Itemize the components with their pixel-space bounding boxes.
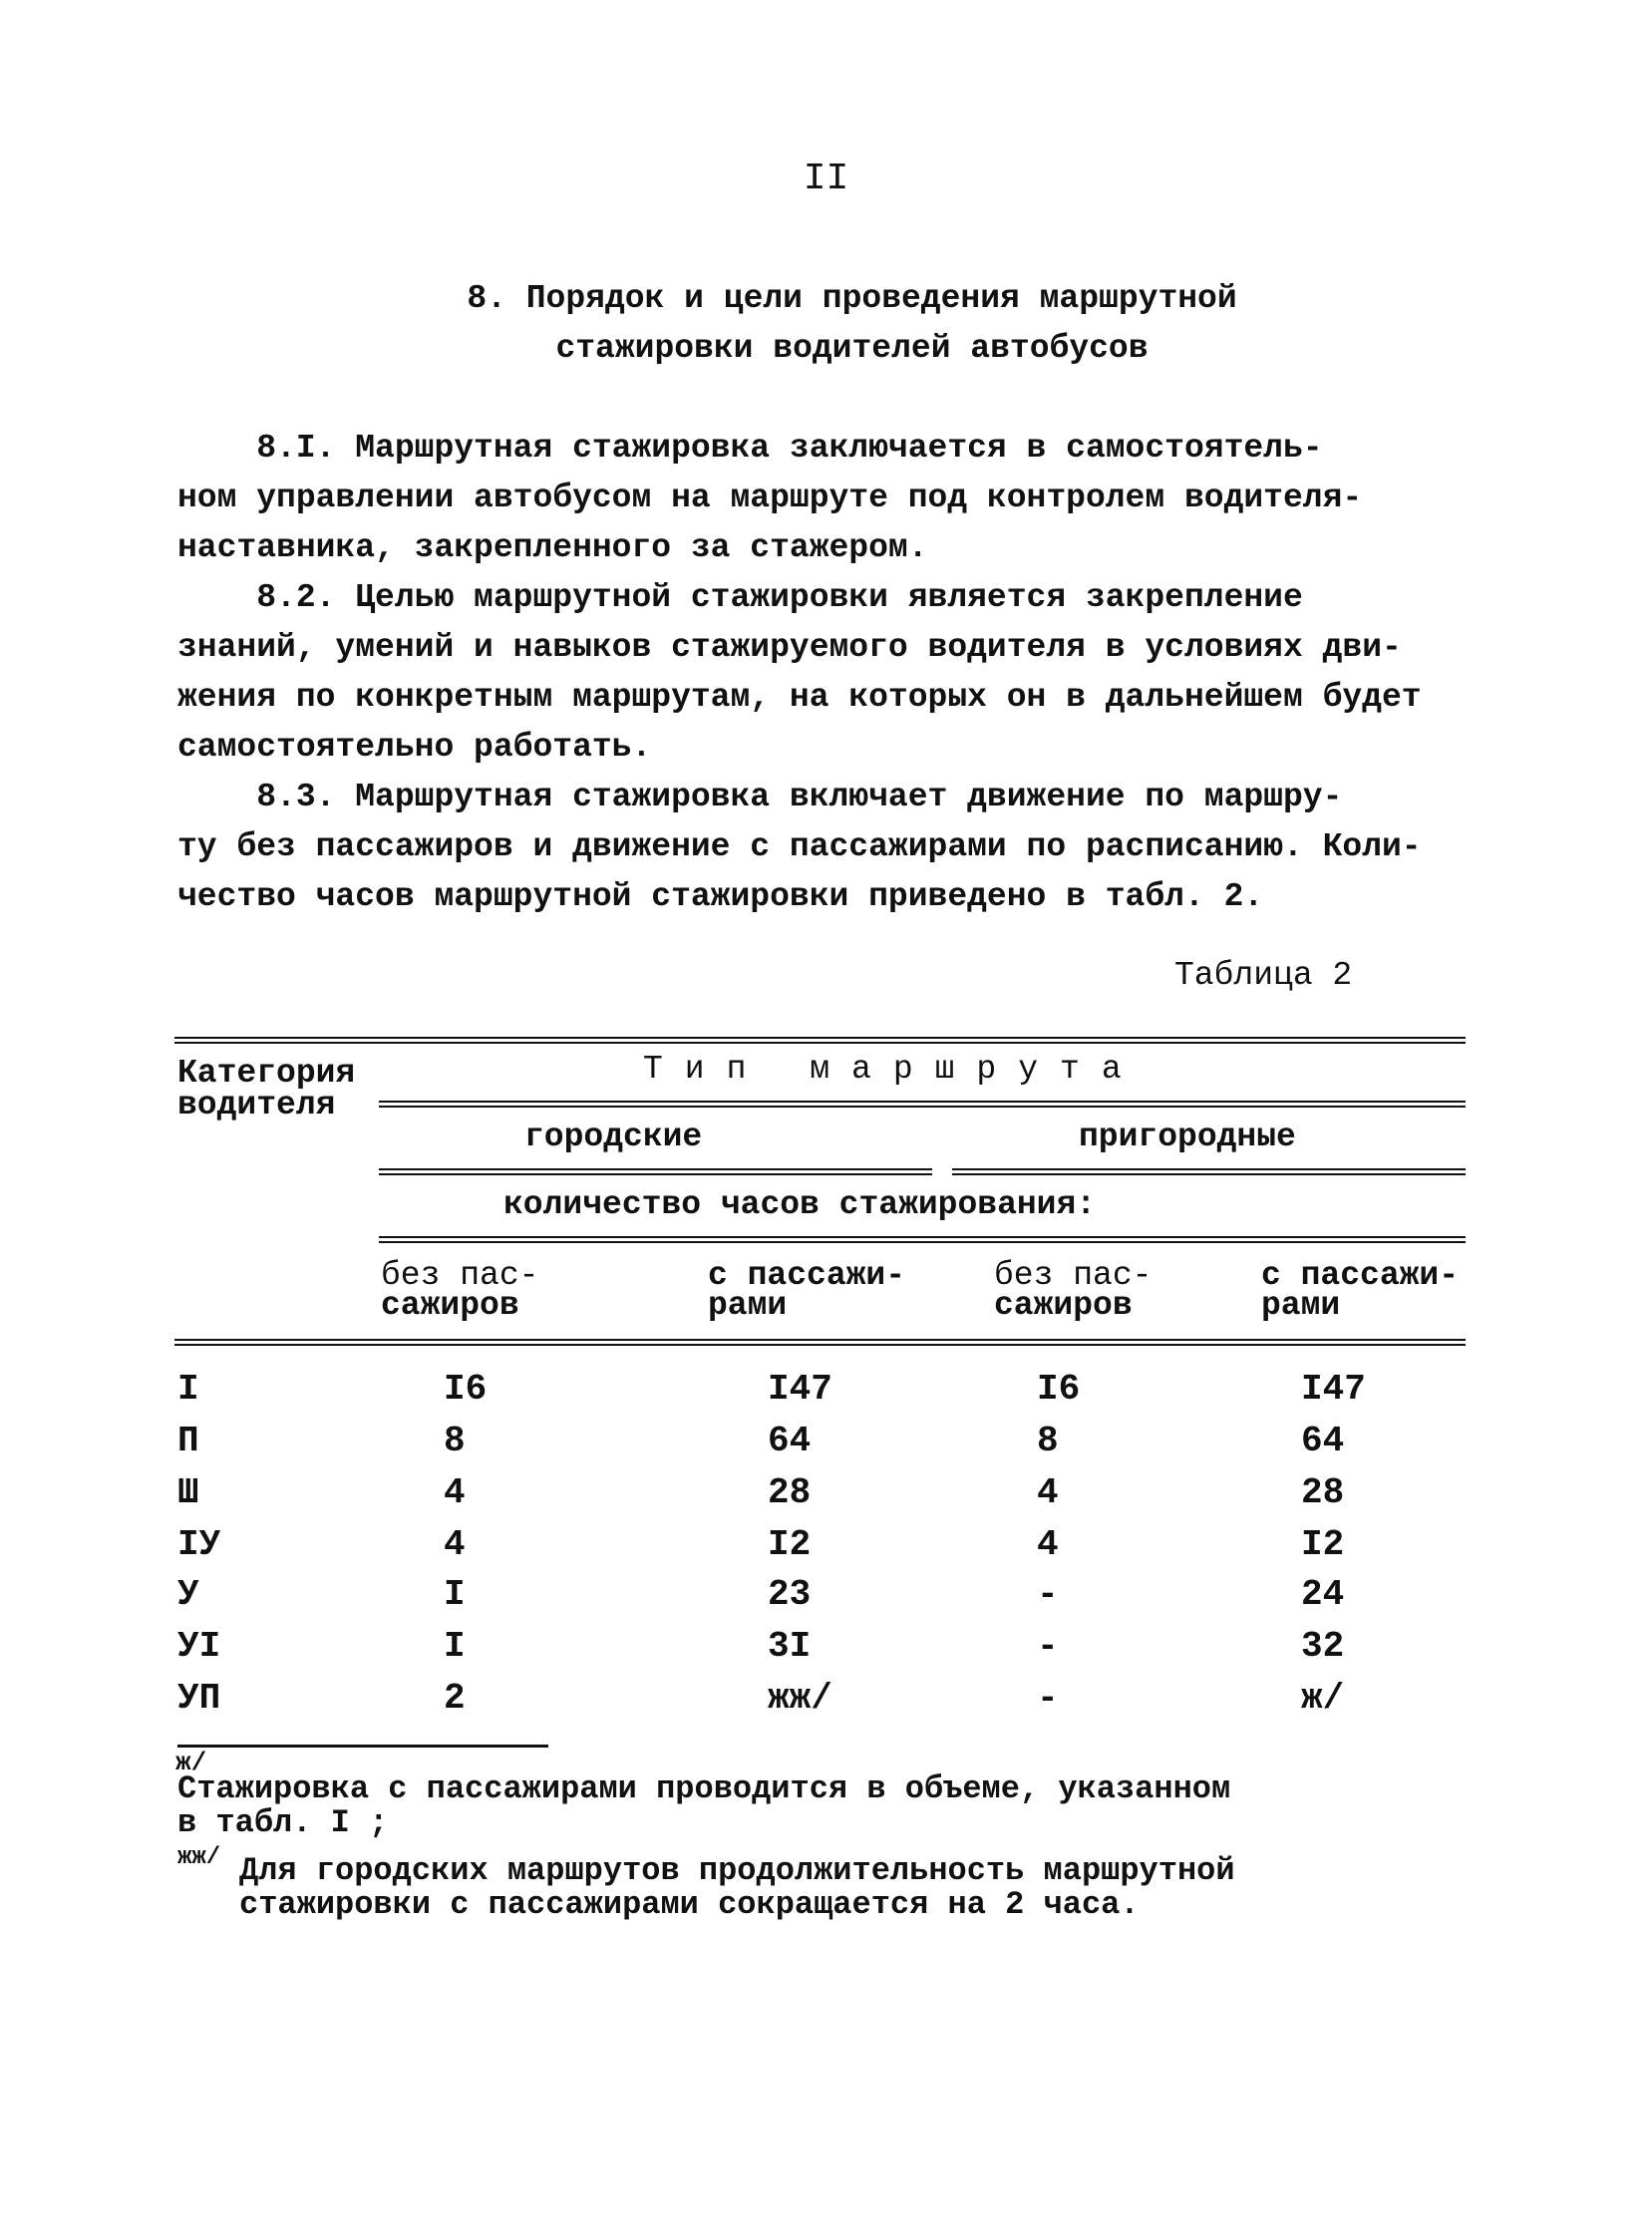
row-urban-without: I6 bbox=[444, 1369, 488, 1410]
row-urban-without: 2 bbox=[444, 1678, 466, 1719]
row-urban-without: I bbox=[444, 1574, 466, 1615]
row-urban-with: 28 bbox=[768, 1472, 812, 1513]
suburban-rule bbox=[952, 1168, 1466, 1175]
suburban-header: пригородные bbox=[1079, 1119, 1296, 1155]
footnote-1-line-1: Стажировка с пассажирами проводится в объеме, указанном bbox=[177, 1770, 1231, 1807]
row-urban-with: I2 bbox=[768, 1524, 812, 1565]
row-urban-without: 4 bbox=[444, 1524, 466, 1565]
paragraph-line: 8.2. Целью маршрутной стажировки является закрепление bbox=[177, 579, 1303, 616]
row-category: Ш bbox=[177, 1472, 199, 1513]
row-category: У bbox=[177, 1574, 199, 1615]
page-number: II bbox=[803, 158, 849, 200]
paragraph-line: жения по конкретным маршрутам, на которых он в дальнейшем будет bbox=[177, 679, 1422, 716]
urban-rule bbox=[379, 1168, 932, 1175]
row-urban-without: 4 bbox=[444, 1472, 466, 1513]
col-urban-without-line-2: сажиров bbox=[381, 1287, 519, 1324]
col-urban-with-line-1: с пассажи- bbox=[708, 1257, 906, 1294]
route-type-rule bbox=[379, 1101, 1466, 1108]
paragraph-8-1 bbox=[177, 424, 1469, 573]
row-suburban-without: - bbox=[1037, 1678, 1059, 1719]
row-urban-with: I47 bbox=[768, 1369, 832, 1410]
row-category: IУ bbox=[177, 1524, 221, 1565]
row-suburban-with: ж/ bbox=[1301, 1678, 1345, 1719]
category-header-line-1: Категория bbox=[177, 1055, 356, 1092]
paragraph-line: наставника, закрепленного за стажером. bbox=[177, 529, 928, 566]
row-suburban-without: 8 bbox=[1037, 1421, 1059, 1461]
row-suburban-with: I2 bbox=[1301, 1524, 1345, 1565]
row-suburban-with: 32 bbox=[1301, 1626, 1345, 1667]
row-suburban-with: 64 bbox=[1301, 1421, 1345, 1461]
section-title-line-2: стажировки водителей автобусов bbox=[555, 330, 1149, 367]
paragraph-line: чество часов маршрутной стажировки приведено в табл. 2. bbox=[177, 878, 1264, 915]
col-urban-with-line-2: рами bbox=[708, 1287, 788, 1324]
col-suburban-with-line-2: рами bbox=[1261, 1287, 1341, 1324]
paragraph-line: 8.3. Маршрутная стажировка включает движение по маршру- bbox=[177, 779, 1343, 815]
footnote-mark-1: ж/ bbox=[175, 1748, 207, 1777]
row-suburban-with: I47 bbox=[1301, 1369, 1366, 1410]
paragraph-line: 8.I. Маршрутная стажировка заключается в самостоятель- bbox=[177, 430, 1323, 467]
paragraph-8-3 bbox=[177, 773, 1469, 922]
col-urban-without-line-1: без пас- bbox=[381, 1257, 539, 1294]
table-top-rule bbox=[174, 1037, 1466, 1044]
row-urban-with: 23 bbox=[768, 1574, 812, 1615]
section-title-line-1: 8. Порядок и цели проведения маршрутной bbox=[467, 280, 1237, 317]
category-header-line-2: водителя bbox=[177, 1087, 336, 1123]
paragraph-line: ту без пассажиров и движение с пассажирами по расписанию. Коли- bbox=[177, 828, 1422, 865]
footnote-mark-2: жж/ bbox=[177, 1844, 221, 1871]
col-suburban-without-line-1: без пас- bbox=[994, 1257, 1153, 1294]
row-category: УI bbox=[177, 1626, 221, 1667]
row-suburban-without: 4 bbox=[1037, 1472, 1059, 1513]
row-suburban-with: 28 bbox=[1301, 1472, 1345, 1513]
header-bottom-rule bbox=[174, 1339, 1466, 1346]
row-urban-with: 64 bbox=[768, 1421, 812, 1461]
footnote-1-line-2: в табл. I ; bbox=[177, 1804, 389, 1841]
paragraph-line: знаний, умений и навыков стажируемого водителя в условиях дви- bbox=[177, 629, 1402, 666]
row-urban-with: 3I bbox=[768, 1626, 812, 1667]
row-suburban-without: 4 bbox=[1037, 1524, 1059, 1565]
row-urban-without: 8 bbox=[444, 1421, 466, 1461]
hours-header: количество часов стажирования: bbox=[503, 1186, 1097, 1223]
row-suburban-without: - bbox=[1037, 1574, 1059, 1615]
paragraph-line: самостоятельно работать. bbox=[177, 729, 652, 766]
col-suburban-without-line-2: сажиров bbox=[994, 1287, 1133, 1324]
urban-header: городские bbox=[524, 1119, 703, 1155]
col-suburban-with-line-1: с пассажи- bbox=[1261, 1257, 1460, 1294]
row-category: I bbox=[177, 1369, 199, 1410]
row-urban-without: I bbox=[444, 1626, 466, 1667]
paragraph-8-2 bbox=[177, 573, 1469, 773]
row-category: П bbox=[177, 1421, 199, 1461]
footnote-rule bbox=[177, 1745, 548, 1748]
route-type-header: Тип маршрута bbox=[643, 1051, 1144, 1088]
table-caption: Таблица 2 bbox=[1174, 957, 1353, 994]
footnote-2-line-1: Для городских маршрутов продолжительность маршрутной bbox=[239, 1852, 1235, 1889]
paragraph-line: ном управлении автобусом на маршруте под контролем водителя- bbox=[177, 480, 1363, 516]
row-suburban-without: I6 bbox=[1037, 1369, 1081, 1410]
row-urban-with: жж/ bbox=[768, 1678, 832, 1719]
footnote-2-line-2: стажировки с пассажирами сокращается на 2 часа. bbox=[239, 1886, 1140, 1923]
row-category: УП bbox=[177, 1678, 221, 1719]
row-suburban-without: - bbox=[1037, 1626, 1059, 1667]
row-suburban-with: 24 bbox=[1301, 1574, 1345, 1615]
hours-rule bbox=[379, 1236, 1466, 1243]
